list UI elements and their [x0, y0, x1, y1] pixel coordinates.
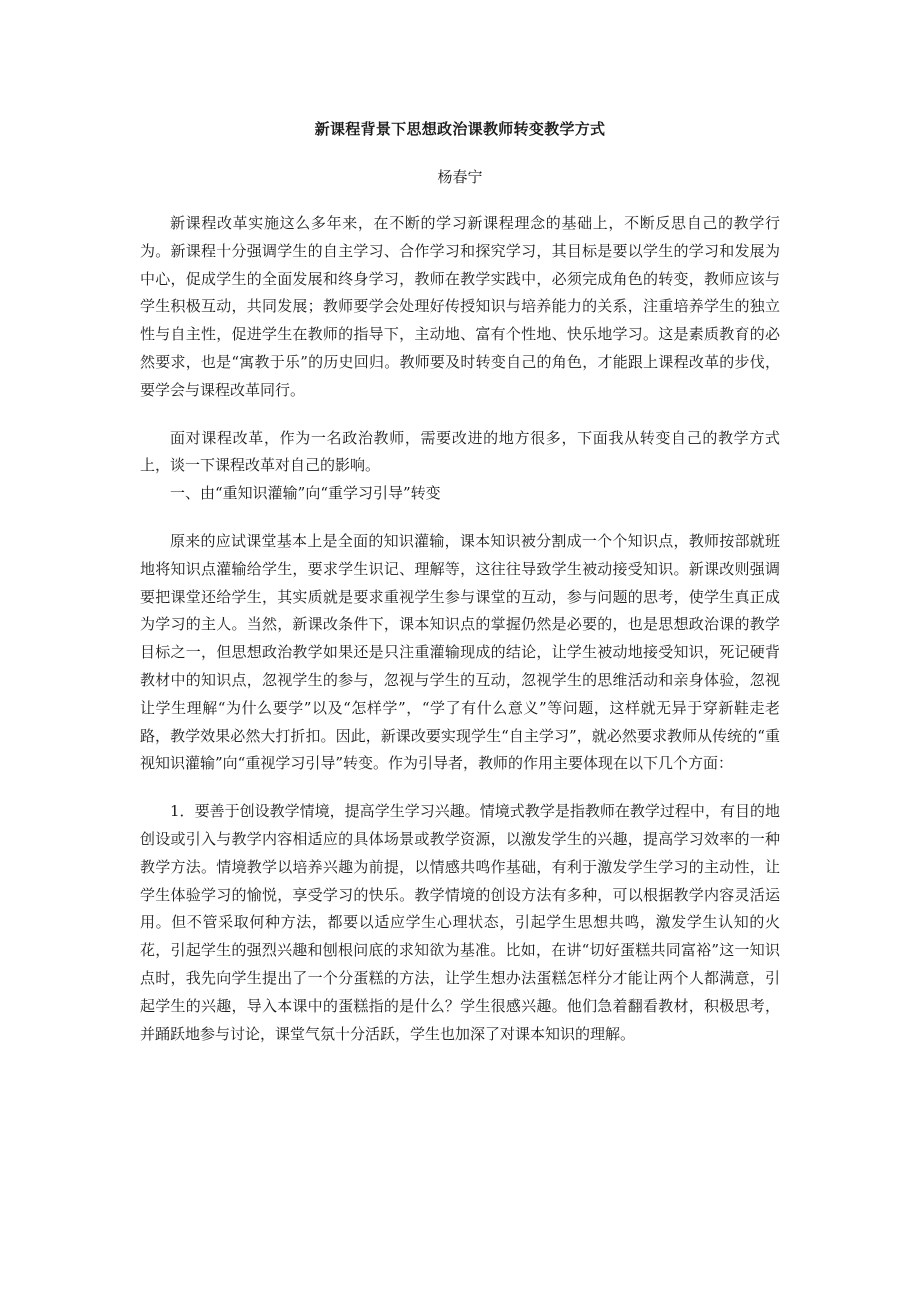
paragraph-section-2: 1．要善于创设教学情境，提高学生学习兴趣。情境式教学是指教师在教学过程中，有目的地创设或引入与教学内容相适应的具体场景或教学资源，以激发学生的兴趣，提高学习效率的一种教学方法。情境教学以培养兴趣为前提，以情感共鸣作基础，有利于激发学生学习的主动性，让学生体验学习的愉悦，享受学习的快乐。教学情境的创设方法有多种，可以根据教学内容灵活运用。但不管采取何种方法，都要以适应学生心理状态，引起学生思想共鸣，激发学生认知的火花，引起学生的强烈兴趣和刨根问底的求知欲为基准。比如，在讲“切好蛋糕共同富裕”这一知识点时，我先向学生提出了一个分蛋糕的方法，让学生想办法蛋糕怎样分才能让两个人都满意，引起学生的兴趣，导入本课中的蛋糕指的是什么？学生很感兴趣。他们急着翻看教材，积极思考，并踊跃地参与讨论，课堂气氛十分活跃，学生也加深了对课本知识的理解。 — [140, 802, 780, 1043]
paragraph-overview: 面对课程改革，作为一名政治教师，需要改进的地方很多，下面我从转变自己的教学方式上，谈一下课程改革对自己的影响。 — [140, 428, 780, 475]
paragraph-section-1: 原来的应试课堂基本上是全面的知识灌输，课本知识被分割成一个个知识点，教师按部就班地将知识点灌输给学生，要求学生识记、理解等，这往往导致学生被动接受知识。新课改则强调要把课堂还给学生，其实质就是要求重视学生参与课堂的互动，参与问题的思考，使学生真正成为学习的主人。当然，新课改条件下，课本知识点的掌握仍然是必要的，也是思想政治课的教学目标之一，但思想政治教学如果还是只注重灌输现成的结论，让学生被动地接受知识，死记硬背教材中的知识点，忽视学生的参与，忽视与学生的互动，忽视学生的思维活动和亲身体验，忽视让学生理解“为什么要学”以及“怎样学”，“学了有什么意义”等问题，这样就无异于穿新鞋走老路，教学效果必然大打折扣。因此，新课改要实现学生“自主学习”，就必然要求教师从传统的“重视知识灌输”向“重视学习引导”转变。作为引导者，教师的作用主要体现在以下几个方面： — [140, 531, 780, 773]
document-body — [140, 116, 780, 1048]
document-title: 新课程背景下思想政治课教师转变教学方式 — [314, 120, 606, 138]
paragraph-intro: 新课程改革实施这么多年来，在不断的学习新课程理念的基础上，不断反思自己的教学行为。新课程十分强调学生的自主学习、合作学习和探究学习，其目标是要以学生的学习和发展为中心，促成学生的全面发展和终身学习，教师在教学实践中，必须完成角色的转变，教师应该与学生积极互动，共同发展；教师要学会处理好传授知识与培养能力的关系，注重培养学生的独立性与自主性，促进学生在教师的指导下，主动地、富有个性地、快乐地学习。这是素质教育的必然要求，也是“寓教于乐”的历史回归。教师要及时转变自己的角色，才能跟上课程改革的步伐，要学会与课程改革同行。 — [140, 214, 780, 399]
section-heading: 一、由“重知识灌输”向“重学习引导”转变 — [170, 484, 441, 503]
document-author: 杨春宁 — [437, 168, 483, 186]
